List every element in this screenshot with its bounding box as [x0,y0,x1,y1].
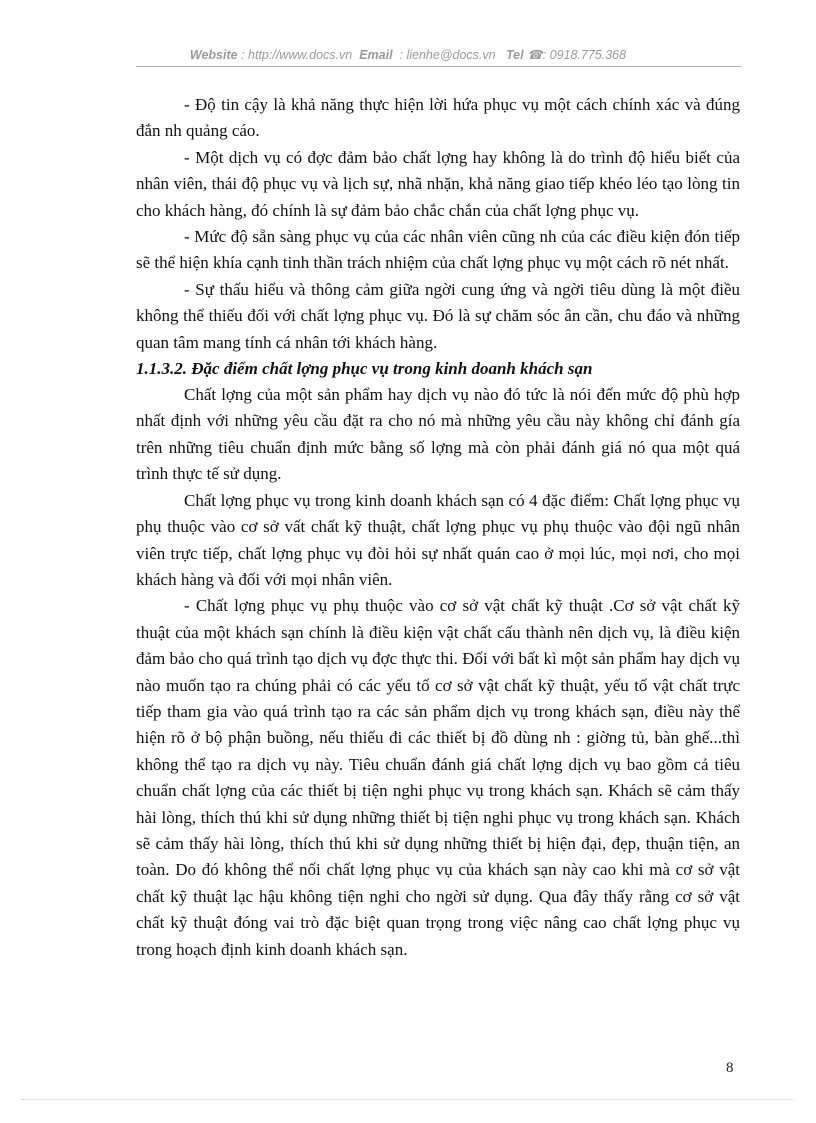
tel-value: ☎: 0918.775.368 [527,48,627,62]
website-label: Website [189,48,238,62]
page-header [0,47,816,62]
website-value: : http://www.docs.vn [241,48,353,62]
section-heading: 1.1.3.2. Đặc điểm chất lợng phục vụ trong kinh doanh khách sạn [136,359,593,379]
header-divider [136,66,741,67]
footer-divider [22,1099,794,1100]
email-value: : lienhe@docs.vn [399,48,496,62]
tel-label: Tel [506,48,524,62]
page-number: 8 [726,1060,734,1076]
paragraph: Chất lợng của một sản phẩm hay dịch vụ nào đó tức là nói đến mức độ phù hợp nhất định với những yêu cầu đặt ra cho nó mà những yêu cầu này không chỉ đánh gía trên những tiêu chuẩn định mức bằng số lợng mà còn phải đánh giá nó qua một quá trình thực tế sử dụng. [136,385,740,484]
email-label: Email [359,48,393,62]
paragraph: - Mức độ sẵn sàng phục vụ của các nhân viên cũng nh của các điều kiện đón tiếp sẽ thể hiện khía cạnh tinh thần trách nhiệm của chất lợng phục vụ một cách rõ nét nhất. [136,227,740,273]
body-text [136,92,740,963]
paragraph: - Một dịch vụ có đợc đảm bảo chất lợng hay không là do trình độ hiểu biết của nhân viên, thái độ phục vụ và lịch sự, nhã nhặn, khả năng giao tiếp khéo léo tạo lòng tin cho khách hàng, đó chính là sự đảm bảo chắc chắn của chất lợng phục vụ. [136,147,740,220]
paragraph: - Chất lợng phục vụ phụ thuộc vào cơ sở vật chất kỹ thuật .Cơ sở vật chất kỹ thuật của một khách sạn chính là điều kiện vật chất cấu thành nên dịch vụ, là điều kiện đảm bảo cho quá trình tạo dịch vụ đợc thực thi. Đối với bất kì một sản phẩm hay dịch vụ nào muốn tạo ra chúng phải có các yếu tố cơ sở vật chất kỹ thuật, yếu tố vật chất trực tiếp tham gia vào quá trình tạo ra các sản phẩm dịch vụ trong khách sạn, điều này thể hiện rõ ở bộ phận buồng, nếu thiếu đi các thiết bị đồ dùng nh : giờng tủ, bàn ghế...thì không thể tạo ra dịch vụ này. Tiêu chuẩn đánh giá chất lợng dịch vụ bao gồm cả tiêu chuẩn chất lợng của các thiết bị tiện nghi phục vụ trong khách sạn. Khách sẽ cảm thấy hài lòng, thích thú khi sử dụng những thiết bị tiện nghi phục vụ trong khách sạn. Khách sẽ cảm thấy hài lòng, thích thú khi sử dụng những thiết bị hiện đại, đẹp, thuận tiện, an toàn. Do đó không thể nối chất lợng phục vụ của khách sạn này cao khi mà cơ sở vật chất kỹ thuật lạc hậu không tiện nghi cho ngời sử dụng. Qua đây thấy rằng cơ sở vật chất kỹ thuật đóng vai trò đặc biệt quan trọng trong việc nâng cao chất lợng phục vụ trong hoạch định kinh doanh khách sạn. [136,596,740,959]
paragraph: - Sự thấu hiểu và thông cảm giữa ngời cung ứng và ngời tiêu dùng là một điều không thể thiếu đối với chất lợng phục vụ. Đó là sự chăm sóc ân cần, chu đáo và những quan tâm mang tính cá nhân tới khách hàng. [136,279,740,352]
paragraph: Chất lợng phục vụ trong kinh doanh khách sạn có 4 đặc điểm: Chất lợng phục vụ phụ thuộc vào cơ sở vất chất kỹ thuật, chất lợng phục vụ phụ thuộc vào đội ngũ nhân viên trực tiếp, chất lợng phục vụ đòi hỏi sự nhất quán cao ở mọi lúc, mọi nơi, cho mọi khách hàng và đối với mọi nhân viên. [136,490,740,589]
paragraph: - Độ tin cậy là khả năng thực hiện lời hứa phục vụ một cách chính xác và đúng đắn nh quảng cáo. [136,95,740,141]
